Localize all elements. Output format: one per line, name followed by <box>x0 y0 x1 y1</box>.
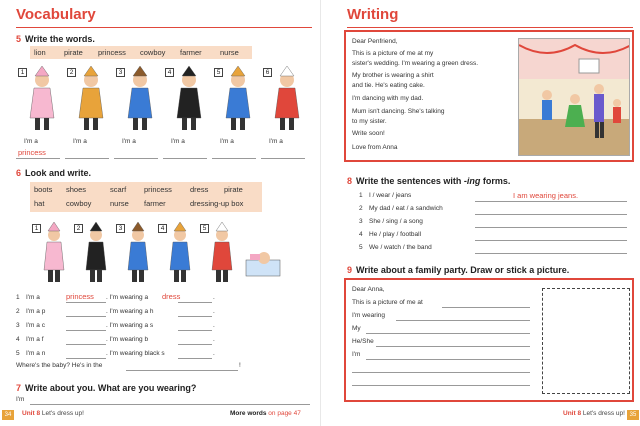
prompt-line: 4 He / play / football <box>359 231 422 238</box>
sentence-middle: . I'm wearing b <box>106 336 149 343</box>
page-number: 35 <box>627 410 639 420</box>
prompt-line: 1 I / wear / jeans <box>359 192 412 199</box>
costume-figure <box>164 222 196 286</box>
picture-number: 2 <box>67 68 76 77</box>
word: boots <box>34 185 53 194</box>
letter-line: Dear Penfriend, <box>352 38 398 45</box>
template-line: Dear Anna, <box>352 286 385 293</box>
writing-line[interactable] <box>352 385 530 386</box>
section-title-text: Write about a family party. Draw or stick a picture. <box>356 265 570 275</box>
answer-line[interactable] <box>261 158 305 159</box>
picture-area[interactable] <box>542 288 630 394</box>
writing-line[interactable] <box>366 333 530 334</box>
picture-number: 5 <box>200 224 209 233</box>
caption-prefix: I'm a <box>122 138 136 145</box>
writing-line[interactable] <box>30 404 310 405</box>
answer-line[interactable] <box>126 370 238 371</box>
handwritten-answer: I am wearing jeans. <box>513 191 579 200</box>
costume-figure <box>220 66 256 134</box>
page-title: Writing <box>347 6 399 23</box>
section-9-title <box>347 265 569 275</box>
sentence-line: 2 I'm a p <box>16 308 46 315</box>
template-line: I'm wearing <box>352 312 386 319</box>
page-number: 34 <box>2 410 14 420</box>
section-5-title <box>16 34 95 44</box>
answer-line[interactable] <box>114 158 158 159</box>
costume-figure <box>171 66 207 134</box>
caption-prefix: I'm a <box>73 138 87 145</box>
answer-line[interactable] <box>178 330 212 331</box>
word: cowboy <box>140 48 166 57</box>
costume-figure <box>80 222 112 286</box>
costume-figure <box>269 66 305 134</box>
section-title-text: Write the words. <box>25 34 95 44</box>
letter-line: My brother is wearing a shirt <box>352 72 434 79</box>
answer-line[interactable] <box>475 201 627 202</box>
answer-line[interactable] <box>16 158 60 159</box>
picture-number: 1 <box>32 224 41 233</box>
sentence-middle: . I'm wearing black s <box>106 350 165 357</box>
word: cowboy <box>66 199 92 208</box>
writing-line[interactable] <box>352 372 530 373</box>
picture-number: 4 <box>165 68 174 77</box>
answer-line[interactable] <box>163 158 207 159</box>
answer-line[interactable] <box>178 316 212 317</box>
template-line: My <box>352 325 361 332</box>
picture-number: 4 <box>158 224 167 233</box>
punctuation: . <box>213 294 215 301</box>
caption-prefix: I'm a <box>24 138 38 145</box>
answer-line[interactable] <box>65 158 109 159</box>
word: pirate <box>64 48 83 57</box>
header-rule <box>347 27 633 28</box>
section-title-text: Look and write. <box>25 168 92 178</box>
template-line: I'm <box>352 351 361 358</box>
more-words-link[interactable]: More words on page 47 <box>230 410 301 417</box>
section-number: 9 <box>347 265 353 275</box>
header-rule <box>16 27 312 28</box>
prompt-line: 3 She / sing / a song <box>359 218 423 225</box>
handwritten-answer: dress <box>162 292 181 301</box>
costume-figure <box>73 66 109 134</box>
writing-line[interactable] <box>396 320 530 321</box>
answer-line[interactable] <box>475 253 627 254</box>
answer-line[interactable] <box>475 240 627 241</box>
picture-number: 3 <box>116 224 125 233</box>
template-line: This is a picture of me at <box>352 299 423 306</box>
word: nurse <box>110 199 129 208</box>
caption-prefix: I'm a <box>171 138 185 145</box>
costume-figure <box>122 66 158 134</box>
handwritten-answer: princess <box>66 292 94 301</box>
letter-line: Write soon! <box>352 130 385 137</box>
section-8-title: 8 Write the sentences with -ing forms. <box>347 176 511 186</box>
vocabulary-header <box>0 0 320 30</box>
sentence-line: 1 I'm a <box>16 294 40 301</box>
section-number: 6 <box>16 168 22 178</box>
costume-figure <box>38 222 70 286</box>
picture-number: 2 <box>74 224 83 233</box>
word: lion <box>34 48 46 57</box>
writing-line[interactable] <box>366 359 530 360</box>
party-writing-box <box>344 278 634 402</box>
baby-question: Where's the baby? He's in the <box>16 362 103 369</box>
writing-prompt: I'm <box>16 396 25 403</box>
prompt-line: 2 My dad / eat / a sandwich <box>359 205 443 212</box>
answer-line[interactable] <box>212 158 256 159</box>
letter-line: to my sister. <box>352 118 387 125</box>
punctuation: . <box>213 350 215 357</box>
section-title-text: Write about you. What are you wearing? <box>25 383 197 393</box>
sentence-line: 4 I'm a f <box>16 336 44 343</box>
word: princess <box>98 48 126 57</box>
letter-box <box>344 30 634 162</box>
sentence-line: 3 I'm a c <box>16 322 45 329</box>
punctuation: . <box>213 336 215 343</box>
section-7-title <box>16 383 196 393</box>
word: hat <box>34 199 45 208</box>
section-number: 5 <box>16 34 22 44</box>
wedding-picture <box>518 38 630 156</box>
answer-line[interactable] <box>66 344 106 345</box>
word-box-5 <box>30 46 252 59</box>
letter-line: sister's wedding. I'm wearing a green dress. <box>352 60 479 67</box>
unit-footer: Unit 8 Let's dress up! <box>22 410 84 417</box>
section-number: 7 <box>16 383 22 393</box>
sentence-line: 5 I'm a n <box>16 350 46 357</box>
word: pirate <box>224 185 243 194</box>
sentence-middle: . I'm wearing a s <box>106 322 154 329</box>
answer-line[interactable] <box>178 358 212 359</box>
picture-number: 5 <box>214 68 223 77</box>
word: farmer <box>144 199 166 208</box>
caption-prefix: I'm a <box>269 138 283 145</box>
picture-number: 3 <box>116 68 125 77</box>
writing-line[interactable] <box>442 307 530 308</box>
answer-line[interactable] <box>66 302 106 303</box>
picture-number: 6 <box>263 68 272 77</box>
answer-line[interactable] <box>178 344 212 345</box>
costume-figure <box>122 222 154 286</box>
word: scarf <box>110 185 127 194</box>
handwritten-answer: princess <box>18 148 46 157</box>
word: shoes <box>66 185 87 194</box>
writing-header <box>321 0 640 30</box>
letter-line: This is a picture of me at my <box>352 50 434 57</box>
punctuation: ! <box>239 362 241 369</box>
section-number: 8 <box>347 176 353 186</box>
section-6-title <box>16 168 91 178</box>
letter-line: I'm dancing with my dad. <box>352 95 424 102</box>
answer-line[interactable] <box>475 227 627 228</box>
answer-line[interactable] <box>66 358 106 359</box>
word: nurse <box>220 48 239 57</box>
sentence-middle: . I'm wearing a <box>106 294 149 301</box>
answer-line[interactable] <box>66 316 106 317</box>
answer-line[interactable] <box>178 302 212 303</box>
word: dress <box>190 185 209 194</box>
template-line: He/She <box>352 338 374 345</box>
letter-line: and tie. He's eating cake. <box>352 82 425 89</box>
word: dressing-up box <box>190 199 244 208</box>
punctuation: . <box>213 308 215 315</box>
dressing-up-box-picture <box>244 248 284 278</box>
word: princess <box>144 185 172 194</box>
word: farmer <box>180 48 202 57</box>
word-box-6 <box>30 182 262 212</box>
costume-figure <box>206 222 238 286</box>
letter-line: Love from Anna <box>352 144 398 151</box>
unit-footer: Unit 8 Let's dress up! <box>563 410 625 417</box>
answer-line[interactable] <box>66 330 106 331</box>
caption-prefix: I'm a <box>220 138 234 145</box>
answer-line[interactable] <box>475 214 627 215</box>
costume-figure <box>24 66 60 134</box>
sentence-middle: . I'm wearing a h <box>106 308 154 315</box>
picture-number: 1 <box>18 68 27 77</box>
prompt-line: 5 We / watch / the band <box>359 244 432 251</box>
page-title: Vocabulary <box>16 6 96 23</box>
letter-line: Mum isn't dancing. She's talking <box>352 108 445 115</box>
writing-line[interactable] <box>376 346 530 347</box>
punctuation: . <box>213 322 215 329</box>
